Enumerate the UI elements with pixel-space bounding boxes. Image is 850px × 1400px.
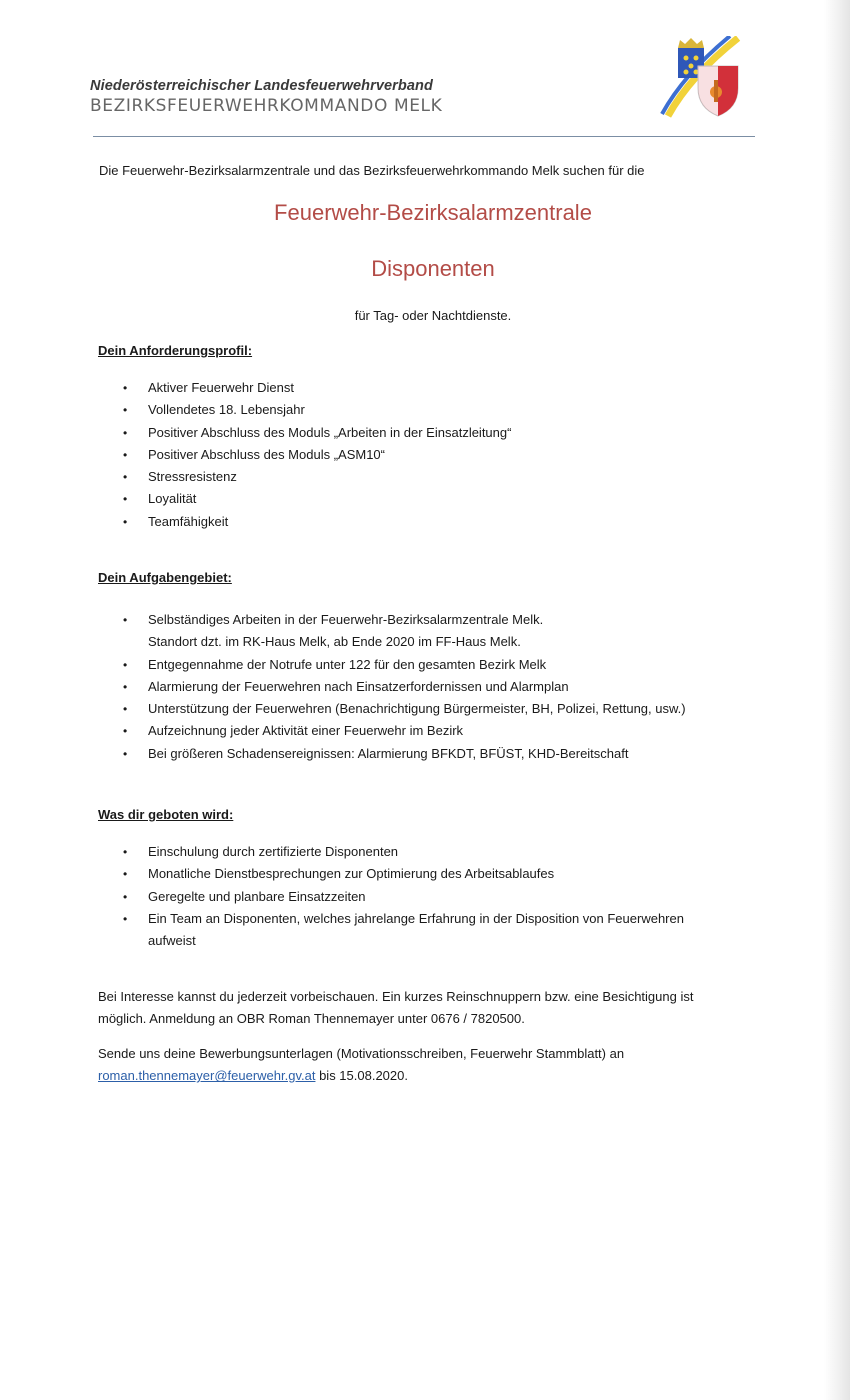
email-link[interactable]: roman.thennemayer@feuerwehr.gv.at: [98, 1068, 316, 1084]
tasks-list: [98, 609, 748, 765]
header-department: BEZIRKSFEUERWEHRKOMMANDO MELK: [90, 96, 443, 116]
profile-list: [98, 377, 748, 533]
tasks-heading: Dein Aufgabengebiet:: [98, 570, 232, 585]
list-item-text: Positiver Abschluss des Moduls „Arbeiten in der Einsatzleitung“: [148, 424, 512, 440]
list-item-text: Aufzeichnung jeder Aktivität einer Feuerwehr im Bezirk: [148, 723, 464, 739]
bullet-icon: •: [123, 702, 128, 717]
bullet-icon: •: [123, 845, 128, 859]
bullet-icon: •: [123, 514, 128, 529]
list-item-text: Stressresistenz: [148, 469, 237, 485]
list-item: [98, 399, 748, 421]
list-item: [98, 654, 748, 676]
list-item-text: Monatliche Dienstbesprechungen zur Optimierung des Arbeitsablaufes: [148, 866, 555, 882]
bullet-icon: •: [123, 724, 128, 739]
subtitle: für Tag- oder Nachtdienste.: [354, 308, 512, 323]
list-item: [98, 422, 748, 444]
list-item-text: Teamfähigkeit: [148, 513, 229, 529]
offer-list: [98, 841, 748, 952]
bullet-icon: •: [123, 613, 128, 627]
list-item: [98, 886, 748, 908]
bullet-icon: •: [123, 657, 128, 672]
bullet-icon: •: [123, 889, 128, 904]
list-item-text: Bei größeren Schadensereignissen: Alarmierung BFKDT, BFÜST, KHD-Bereitschaft: [148, 745, 629, 761]
bullet-icon: •: [123, 425, 128, 440]
list-item-text: Standort dzt. im RK-Haus Melk, ab Ende 2020 im FF-Haus Melk.: [148, 634, 521, 650]
coat-of-arms-logo-icon: [660, 36, 742, 118]
list-item-text: Alarmierung der Feuerwehren nach Einsatzerfordernissen und Alarmplan: [148, 678, 569, 694]
list-item-text: aufweist: [148, 933, 196, 949]
list-item-text: Ein Team an Disponenten, welches jahrelange Erfahrung in der Disposition von Feuerwehren: [148, 910, 684, 926]
bullet-icon: •: [123, 447, 128, 462]
bullet-icon: •: [123, 403, 128, 418]
bullet-icon: •: [123, 492, 128, 507]
bullet-icon: •: [123, 679, 128, 694]
list-item: [98, 698, 748, 720]
list-item: [98, 609, 748, 654]
list-item: [98, 676, 748, 698]
list-item: [98, 743, 748, 765]
bullet-icon: •: [123, 746, 128, 761]
list-item-text: Vollendetes 18. Lebensjahr: [148, 402, 305, 418]
list-item: [98, 511, 748, 533]
list-item: [98, 444, 748, 466]
offer-heading: Was dir geboten wird:: [98, 807, 234, 822]
list-item-text: Aktiver Feuerwehr Dienst: [148, 380, 294, 395]
list-item-text: Einschulung durch zertifizierte Disponenten: [148, 844, 399, 859]
apply-deadline: bis 15.08.2020.: [315, 1068, 408, 1084]
bullet-icon: •: [123, 381, 128, 395]
header-organization: Niederösterreichischer Landesfeuerwehrverband: [90, 78, 433, 94]
title-line-2: Disponenten: [371, 256, 495, 281]
list-item: [98, 908, 748, 953]
list-item-text: Loyalität: [148, 491, 197, 507]
interest-line-1: Bei Interesse kannst du jederzeit vorbeischauen. Ein kurzes Reinschnuppern bzw. eine Besichtigung ist: [98, 989, 694, 1004]
list-item: [98, 466, 748, 488]
list-item: [98, 377, 748, 399]
list-item: [98, 841, 748, 863]
interest-paragraph: [98, 986, 748, 1031]
list-item: [98, 488, 748, 510]
list-item: [98, 720, 748, 742]
list-item: [98, 863, 748, 885]
bullet-icon: •: [123, 470, 128, 485]
bullet-icon: •: [123, 911, 128, 926]
apply-paragraph: [98, 1043, 748, 1088]
apply-line-1: Sende uns deine Bewerbungsunterlagen (Motivationsschreiben, Feuerwehr Stammblatt) an: [98, 1046, 625, 1061]
list-item-text: Positiver Abschluss des Moduls „ASM10“: [148, 446, 385, 462]
bullet-icon: •: [123, 867, 128, 882]
intro-text: Die Feuerwehr-Bezirksalarmzentrale und das Bezirksfeuerwehrkommando Melk suchen für die: [99, 163, 645, 178]
list-item-text: Geregelte und planbare Einsatzzeiten: [148, 888, 366, 904]
list-item-text: Entgegennahme der Notrufe unter 122 für den gesamten Bezirk Melk: [148, 656, 547, 672]
interest-line-2: möglich. Anmeldung an OBR Roman Thennemayer unter 0676 / 7820500.: [98, 1011, 525, 1027]
title-line-1: Feuerwehr-Bezirksalarmzentrale: [274, 200, 592, 225]
profile-heading: Dein Anforderungsprofil:: [98, 343, 253, 358]
list-item-text: Selbständiges Arbeiten in der Feuerwehr-Bezirksalarmzentrale Melk.: [148, 612, 544, 627]
header-divider: [93, 136, 755, 137]
list-item-text: Unterstützung der Feuerwehren (Benachrichtigung Bürgermeister, BH, Polizei, Rettung, usw.): [148, 701, 686, 717]
